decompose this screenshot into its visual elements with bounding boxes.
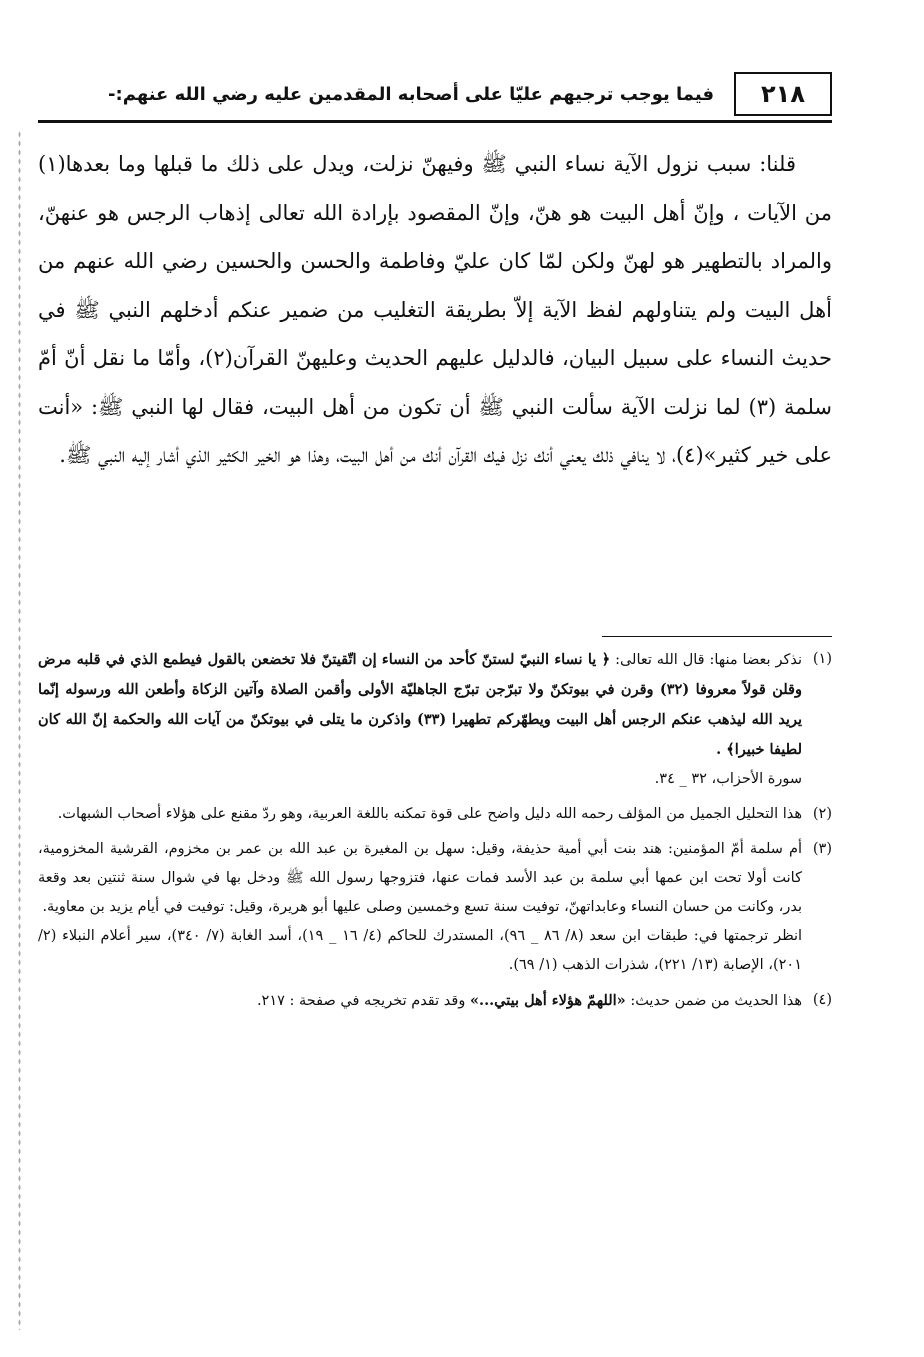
footnote-3 bbox=[38, 835, 832, 980]
footnote-1 bbox=[38, 645, 832, 794]
quran-verse: ﴿ يا نساء النبيّ لستنّ كأحد من النساء إن اتّقيتنّ فلا تخضعن بالقول فيطمع الذي في قلبه مرض وقلن قولاً معروفا (٣٢) وقرن في بيوتكنّ ولا تبرّجن تبرّج الجاهليّة الأولى وأقمن الصلاة وآتين الزكاة وأطعن الله ورسوله إنّما يريد الله ليذهب عنكم الرجس أهل البيت ويطهّركم تطهيرا (٣٣) واذكرن ما يتلى في بيوتكنّ من آيات الله والحكمة إنّ الله كان لطيفا خبيرا﴾ . bbox=[38, 651, 802, 758]
footnote-intro: هذا الحديث من ضمن حديث: bbox=[630, 993, 802, 1009]
header-rule bbox=[38, 120, 832, 123]
page-number: ٢١٨ bbox=[734, 72, 832, 116]
footnote-2 bbox=[38, 800, 832, 829]
footnote-number: (٤) bbox=[812, 992, 832, 1008]
footnote-text: وقد تقدم تخريجه في صفحة : ٢١٧. bbox=[256, 993, 466, 1009]
footnote-text: هذا التحليل الجميل من المؤلف رحمه الله دليل واضح على قوة تمكنه باللغة العربية، وهو ردّ مقنع على هؤلاء أصحاب الشبهات. bbox=[57, 806, 802, 822]
body-paragraph: قلنا: سبب نزول الآية نساء النبي ﷺ وفيهنّ نزلت، ويدل على ذلك ما قبلها وما بعدها(١) من الآيات ، وإنّ أهل البيت هو هنّ، وإنّ المقصود بإرادة الله تعالى إذهاب الرجس هو عنهنّ، والمراد بالتطهير هو لهنّ ولكن لمّا كان عليّ وفاطمة والحسن والحسين رضي الله عنهم من أهل البيت ولم يتناولهم لفظ الآية إلاّ بطريقة التغليب من ضمير عنكم أدخلهم النبي ﷺ في حديث النساء على سبيل البيان، فالدليل عليهم الحديث وعليهنّ القرآن(٢)، وأمّا ما نقل أنّ أمّ سلمة (٣) لما نزلت الآية سألت النبي ﷺ أن تكون من أهل البيت، فقال لها النبي ﷺ: «أنت على خير كثير»(٤)، لا ينافي ذلك يعني أنك نزل فيك القرآن أنك من أهل البيت، وهذا هو الخير الكثير الذي أشار إليه النبي ﷺ. bbox=[38, 152, 832, 467]
footnote-4 bbox=[38, 986, 832, 1016]
running-title: فيما يوجب ترجيهم عليّا على أصحابه المقدمين عليه رضي الله عنهم:- bbox=[108, 84, 714, 105]
footnote-number: (٢) bbox=[812, 806, 832, 822]
footnote-intro: نذكر بعضا منها: قال الله تعالى: bbox=[615, 652, 802, 668]
scan-margin-dots bbox=[18, 130, 21, 1330]
biography-sources: انظر ترجمتها في: طبقات ابن سعد (٨/ ٨٦ _ ٩٦)، المستدرك للحاكم (٤/ ١٦ _ ١٩)، أسد الغابة (٧/ ٣٤٠)، سير أعلام النبلاء (٢/ ٢٠١)، الإصابة (١٣/ ٢٢١)، شذرات الذهب (١/ ٦٩). bbox=[38, 928, 803, 973]
footnotes bbox=[38, 645, 832, 1022]
footnote-text: أم سلمة أمّ المؤمنين: هند بنت أبي أمية حذيفة، وقيل: سهل بن المغيرة بن عبد الله بن عمر بن مخزوم، القرشية المخزومية، كانت أولا تحت ابن عمها أبي سلمة بن عبد الأسد فمات عنها، فتزوجها رسول الله ﷺ ودخل بها في شوال سنة ثنتين بعد وقعة بدر، وكانت من حسان النساء وعابداتهنّ، توفيت سنة تسع وخمسين وصلى عليها أبو هريرة، وقيل: توفيت في أيام يزيد بن معاوية. bbox=[38, 841, 802, 915]
hadith-quote: «اللهمّ هؤلاء أهل بيتي...» bbox=[469, 992, 626, 1009]
footnote-divider bbox=[602, 636, 832, 637]
footnote-number: (١) bbox=[812, 651, 832, 667]
main-text bbox=[38, 140, 832, 480]
page-header bbox=[38, 66, 832, 122]
surah-reference: سورة الأحزاب، ٣٢ _ ٣٤. bbox=[654, 771, 802, 787]
footnote-number: (٣) bbox=[812, 841, 832, 857]
